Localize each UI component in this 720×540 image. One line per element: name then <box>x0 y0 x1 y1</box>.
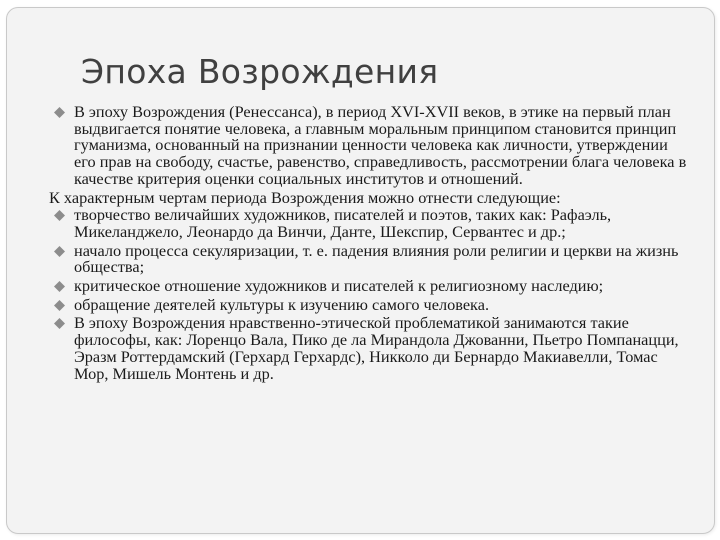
list-item-intro <box>49 104 689 188</box>
philosophers-text: В эпоху Возрождения нравственно-этической проблематикой занимаются такие философы, как: Лоренцо Вала, Пико де ла Мирандола Джованни, Пьетро Помпанацци, Эразм Роттердамский (Герхард Герхардс), Никколо ди Бернардо Макиавелли, Томас Мор, Мишель Монтень и др. <box>74 313 679 383</box>
feature-text: начало процесса секуляризации, т. е. падения влияния роли религии и церкви на жизнь общества; <box>74 240 679 277</box>
feature-text: критическое отношение художников и писателей к религиозному наследию; <box>74 276 604 296</box>
slide <box>6 7 715 534</box>
list-item-feature <box>49 207 689 240</box>
list-item-feature <box>49 294 689 314</box>
list-item-philosophers <box>49 315 689 382</box>
feature-text: обращение деятелей культуры к изучению самого человека. <box>74 294 490 314</box>
diamond-bullet-icon <box>54 107 65 118</box>
intro-text: В эпоху Возрождения (Ренессанса), в период XVI-XVII веков, в этике на первый план выдвигается понятие человека, а главным моральным принципом становится принцип гуманизма, основанный на признании ценности человека как личности, утверждении его прав на свободу, счастье, равенство, справедливость, рассмотрении блага человека в качестве критерия оценки социальных институтов и отношений. <box>74 102 687 188</box>
slide-content <box>49 104 689 384</box>
diamond-bullet-icon <box>54 300 65 311</box>
diamond-bullet-icon <box>54 246 65 257</box>
list-item-feature <box>49 240 689 277</box>
list-item-feature <box>49 278 689 295</box>
slide-title: Эпоха Возрождения <box>81 52 439 91</box>
diamond-bullet-icon <box>54 210 65 221</box>
lead-in-text: К характерным чертам периода Возрождения можно отнести следующие: <box>49 187 561 207</box>
feature-text: творчество величайших художников, писателей и поэтов, таких как: Рафаэль, Микеланджело, Леонардо да Винчи, Данте, Шекспир, Сервантес и др.; <box>74 205 612 241</box>
diamond-bullet-icon <box>54 318 65 329</box>
diamond-bullet-icon <box>54 281 65 292</box>
